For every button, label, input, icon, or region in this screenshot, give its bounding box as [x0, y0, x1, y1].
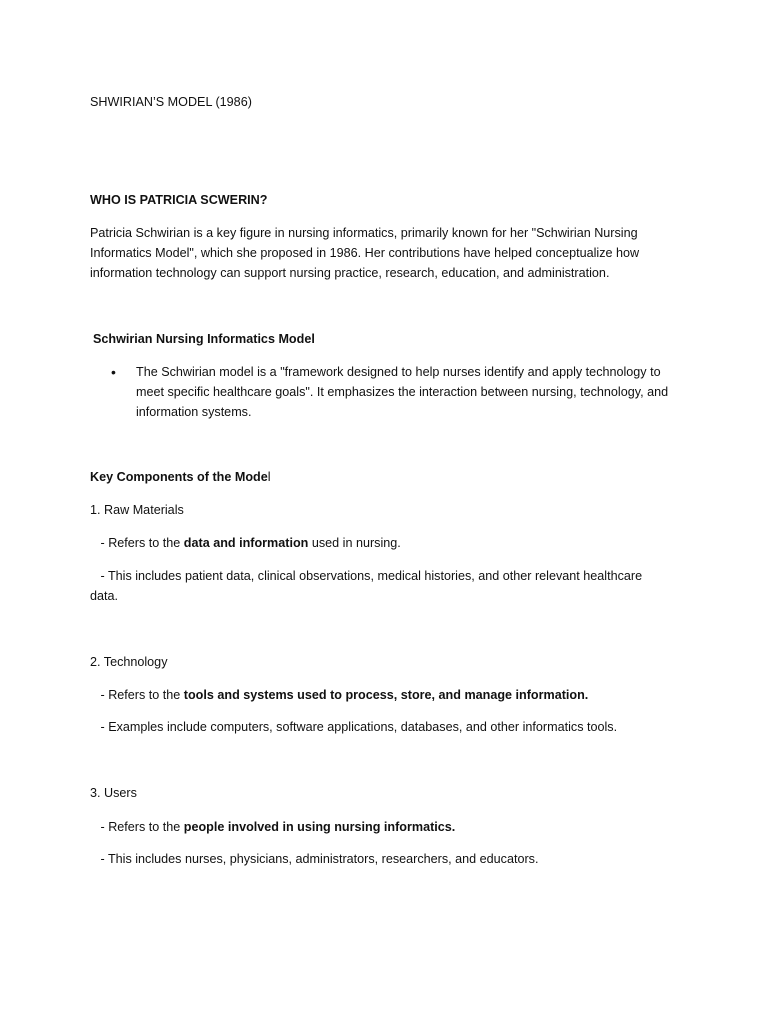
- users-title: 3. Users: [90, 786, 137, 800]
- users-line-1-bold: people involved in using nursing informatics.: [183, 820, 456, 834]
- intro-line-3: information technology can support nursing practice, research, education, and administration.: [90, 266, 610, 280]
- components-heading: [90, 467, 271, 487]
- components-heading-tail: l: [267, 470, 271, 484]
- document-title: SHWIRIAN’S MODEL (1986): [90, 95, 252, 109]
- raw-materials-line-1-bold: data and information: [183, 536, 309, 550]
- users-line-1-prefix: - Refers to the: [90, 820, 184, 834]
- technology-line-2: - Examples include computers, software applications, databases, and other informatics tools.: [90, 720, 618, 734]
- users-line-2: - This includes nurses, physicians, administrators, researchers, and educators.: [90, 852, 539, 866]
- technology-line-1-prefix: - Refers to the: [90, 688, 184, 702]
- raw-materials-line-2-cont: data.: [90, 589, 119, 603]
- bullet-icon: •: [111, 364, 116, 380]
- bullet-line-2: meet specific healthcare goals". It emphasizes the interaction between nursing, technology, and: [136, 385, 669, 399]
- raw-materials-title: 1. Raw Materials: [90, 503, 184, 517]
- intro-line-1: Patricia Schwirian is a key figure in nursing informatics, primarily known for her "Schwirian Nursing: [90, 226, 638, 240]
- components-heading-bold: Key Components of the Mode: [90, 470, 268, 484]
- raw-materials-line-1-prefix: - Refers to the: [90, 536, 184, 550]
- bullet-line-3: information systems.: [136, 405, 252, 419]
- model-heading: Schwirian Nursing Informatics Model: [93, 332, 315, 346]
- intro-line-2: Informatics Model", which she proposed in 1986. Her contributions have helped conceptualize how: [90, 246, 640, 260]
- users-line-1: [90, 817, 455, 837]
- raw-materials-line-1-suffix: used in nursing.: [308, 536, 401, 550]
- raw-materials-line-2: - This includes patient data, clinical observations, medical histories, and other relevant healthcare: [90, 569, 643, 583]
- technology-line-1: [90, 685, 588, 705]
- who-heading: WHO IS PATRICIA SCWERIN?: [90, 193, 268, 207]
- raw-materials-line-1: [90, 533, 401, 553]
- technology-line-1-bold: tools and systems used to process, store, and manage information.: [183, 688, 589, 702]
- bullet-line-1: The Schwirian model is a "framework designed to help nurses identify and apply technology to: [136, 365, 661, 379]
- technology-title: 2. Technology: [90, 655, 168, 669]
